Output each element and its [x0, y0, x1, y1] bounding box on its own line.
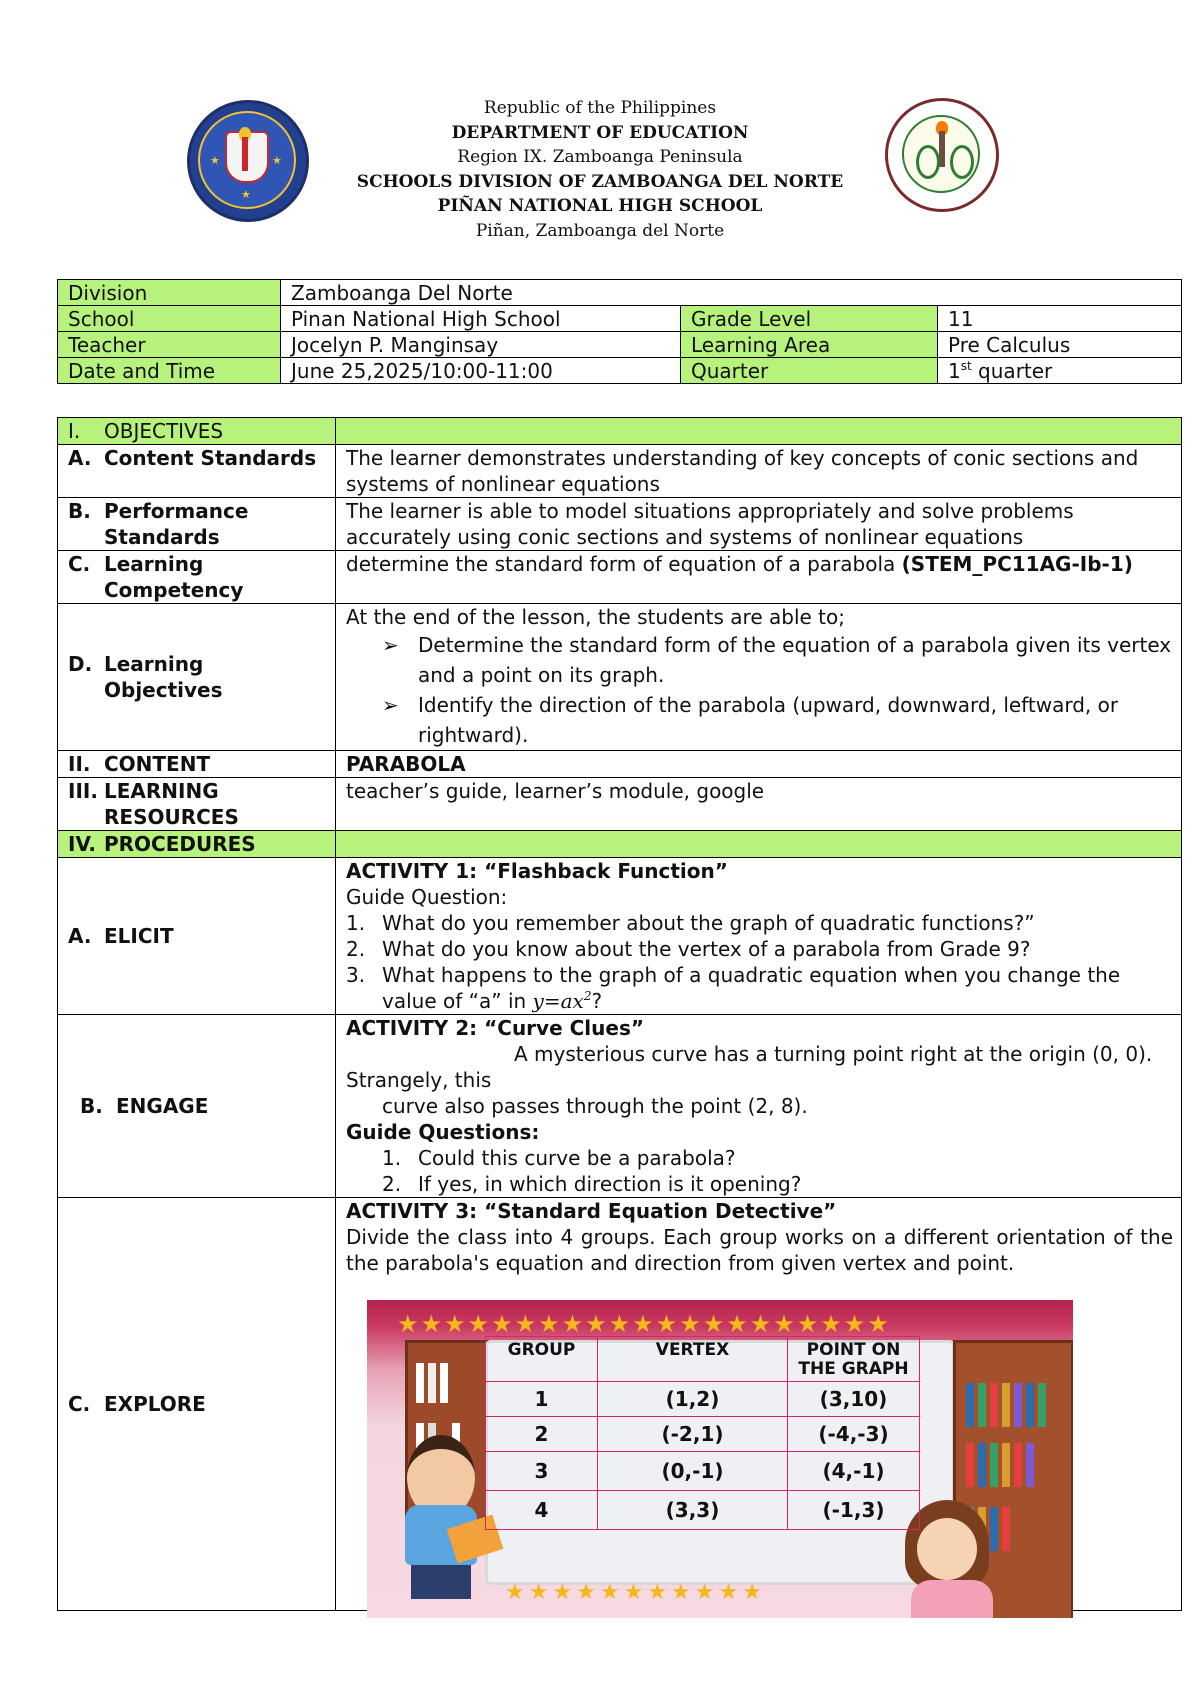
quarter-value — [938, 358, 1182, 384]
teacher-label: Teacher — [58, 332, 281, 358]
performance-standards-row — [58, 498, 1182, 551]
procedures-heading-blank — [336, 831, 1182, 858]
learning-objectives-letter: D. — [68, 652, 93, 676]
group-assignment-table — [485, 1336, 920, 1530]
header-republic: Republic of the Philippines — [483, 98, 717, 118]
item-number: 1. — [346, 911, 366, 935]
list-item — [346, 910, 1173, 936]
item-number: 3. — [346, 963, 366, 987]
performance-standards-letter: B. — [68, 499, 91, 523]
engage-guide-label: Guide Questions: — [346, 1120, 540, 1144]
quarter-number: 1 — [948, 358, 961, 383]
objective-text: Determine the standard form of the equation of a parabola given its vertex and a point on its graph. — [418, 633, 1172, 687]
date-time-label: Date and Time — [58, 358, 281, 384]
learning-competency-letter: C. — [68, 552, 91, 576]
table-row — [486, 1417, 920, 1452]
point-cell: (-4,-3) — [788, 1417, 920, 1452]
objectives-num: I. — [68, 419, 81, 443]
grade-level-value: 11 — [938, 306, 1182, 332]
question-text: What happens to the graph of a quadratic equation when you change the value of “a” in — [382, 963, 1121, 1013]
header-region: Region IX. Zamboanga Peninsula — [457, 147, 743, 167]
performance-standards-text: The learner is able to model situations appropriately and solve problems accurately using conic sections and systems of nonlinear equations — [336, 498, 1182, 551]
performance-standards-label: Performance Standards — [104, 499, 249, 549]
deped-seal-logo: ★ ★ ★ — [187, 100, 309, 222]
vertex-cell: (0,-1) — [598, 1452, 788, 1491]
vertex-cell: (-2,1) — [598, 1417, 788, 1452]
list-item — [346, 1171, 1173, 1197]
list-item — [346, 962, 1173, 1014]
quarter-label: Quarter — [681, 358, 938, 384]
item-number: 2. — [346, 937, 366, 961]
learning-area-label: Learning Area — [681, 332, 938, 358]
resources-row — [58, 778, 1182, 831]
point-cell: (-1,3) — [788, 1491, 920, 1530]
procedures-num: IV. — [68, 832, 96, 856]
explore-activity-title: ACTIVITY 3: “Standard Equation Detective” — [346, 1199, 837, 1223]
question-end: ? — [591, 989, 603, 1013]
header-department: DEPARTMENT OF EDUCATION — [451, 122, 749, 143]
point-cell: (3,10) — [788, 1382, 920, 1417]
quarter-suffix: quarter — [971, 358, 1053, 383]
group-cell: 4 — [486, 1491, 598, 1530]
table-header-row — [486, 1337, 920, 1382]
table-row — [58, 332, 1182, 358]
content-standards-letter: A. — [68, 446, 92, 470]
table-row — [486, 1382, 920, 1417]
engage-letter: B. — [80, 1094, 103, 1118]
table-row — [58, 358, 1182, 384]
list-item — [346, 690, 1173, 750]
content-row — [58, 751, 1182, 778]
school-seal-logo — [885, 98, 999, 212]
point-cell: (4,-1) — [788, 1452, 920, 1491]
group-cell: 2 — [486, 1417, 598, 1452]
content-standards-text: The learner demonstrates understanding of key concepts of conic sections and systems of nonlinear equations — [336, 445, 1182, 498]
objectives-heading-blank — [336, 418, 1182, 445]
engage-activity-title: ACTIVITY 2: “Curve Clues” — [346, 1016, 644, 1040]
resources-label: LEARNING RESOURCES — [104, 779, 239, 829]
content-standards-row — [58, 445, 1182, 498]
engage-label: ENGAGE — [116, 1094, 209, 1118]
teacher-value: Jocelyn P. Manginsay — [281, 332, 681, 358]
list-item — [346, 936, 1173, 962]
group-cell: 1 — [486, 1382, 598, 1417]
list-item — [346, 630, 1173, 690]
school-value: Pinan National High School — [281, 306, 681, 332]
table-row — [58, 306, 1182, 332]
learning-objectives-intro: At the end of the lesson, the students are able to; — [346, 605, 845, 629]
procedures-heading-row — [58, 831, 1182, 858]
resources-num: III. — [68, 779, 98, 803]
content-value: PARABOLA — [336, 751, 1182, 778]
class-info-table — [57, 279, 1182, 384]
division-value: Zamboanga Del Norte — [281, 280, 1182, 306]
item-number: 1. — [382, 1146, 402, 1170]
elicit-label: ELICIT — [104, 924, 174, 948]
equation: y=ax — [532, 989, 584, 1013]
column-header: VERTEX — [598, 1337, 788, 1382]
school-label: School — [58, 306, 281, 332]
engage-paragraph-2: curve also passes through the point (2, 8). — [382, 1094, 808, 1118]
elicit-cell — [336, 858, 1182, 1015]
document-header — [0, 96, 1200, 256]
date-time-value: June 25,2025/10:00-11:00 — [281, 358, 681, 384]
objectives-title: OBJECTIVES — [104, 419, 224, 443]
objectives-heading — [58, 418, 336, 445]
learning-objectives-cell — [336, 604, 1182, 751]
content-standards-label: Content Standards — [104, 446, 317, 470]
quarter-ordinal: st — [960, 358, 972, 373]
resources-value: teacher’s guide, learner’s module, google — [336, 778, 1182, 831]
division-label: Division — [58, 280, 281, 306]
content-label: CONTENT — [104, 752, 211, 776]
learning-competency-label: Learning Competency — [104, 552, 244, 602]
engage-row — [58, 1015, 1182, 1198]
learning-competency-code: (STEM_PC11AG-Ib-1) — [901, 552, 1133, 576]
arrow-bullet-icon: ➢ — [382, 693, 399, 717]
objective-text: Identify the direction of the parabola (upward, downward, leftward, or rightward). — [418, 693, 1119, 747]
learning-area-value: Pre Calculus — [938, 332, 1182, 358]
explore-label: EXPLORE — [104, 1392, 206, 1416]
group-cell: 3 — [486, 1452, 598, 1491]
elicit-guide-label: Guide Question: — [346, 885, 508, 909]
learning-competency-row — [58, 551, 1182, 604]
question-text: What do you know about the vertex of a parabola from Grade 9? — [382, 937, 1031, 961]
table-row — [58, 280, 1182, 306]
header-division: SCHOOLS DIVISION OF ZAMBOANGA DEL NORTE — [356, 171, 844, 192]
engage-cell — [336, 1015, 1182, 1198]
question-text: Could this curve be a parabola? — [418, 1146, 736, 1170]
star-border-icon: ★★★★★★★★★★★★★★★★★★★★★ — [397, 1310, 891, 1338]
elicit-letter: A. — [68, 924, 92, 948]
list-item — [346, 1145, 1173, 1171]
explore-instructions: Divide the class into 4 groups. Each group works on a different orientation of the the parabola's equation and direction from given vertex and point. — [346, 1225, 1173, 1275]
learning-objectives-row — [58, 604, 1182, 751]
vertex-cell: (1,2) — [598, 1382, 788, 1417]
learning-competency-text — [336, 551, 1182, 604]
learning-objectives-label: Learning Objectives — [104, 652, 223, 702]
boy-reading-illustration — [387, 1435, 497, 1615]
equation-exponent: 2 — [583, 989, 592, 1003]
learning-competency-desc: determine the standard form of equation of a parabola — [346, 552, 902, 576]
content-num: II. — [68, 752, 91, 776]
vertex-cell: (3,3) — [598, 1491, 788, 1530]
table-row — [486, 1491, 920, 1530]
objectives-heading-row — [58, 418, 1182, 445]
column-header: POINT ON THE GRAPH — [788, 1337, 920, 1382]
elicit-activity-title: ACTIVITY 1: “Flashback Function” — [346, 859, 728, 883]
header-address: Piñan, Zamboanga del Norte — [475, 220, 725, 241]
arrow-bullet-icon: ➢ — [382, 633, 399, 657]
question-text: What do you remember about the graph of quadratic functions?” — [382, 911, 1035, 935]
header-text-block — [0, 96, 1200, 243]
star-border-icon: ★★★★★★★★★★★ — [505, 1580, 766, 1605]
engage-paragraph-1: A mysterious curve has a turning point right at the origin (0, 0). Strangely, this — [346, 1042, 1153, 1092]
procedures-label: PROCEDURES — [104, 832, 256, 856]
column-header: GROUP — [486, 1337, 598, 1382]
table-row — [486, 1452, 920, 1491]
header-school: PIÑAN NATIONAL HIGH SCHOOL — [437, 196, 763, 216]
grade-level-label: Grade Level — [681, 306, 938, 332]
elicit-row — [58, 858, 1182, 1015]
explore-letter: C. — [68, 1392, 91, 1416]
question-text: If yes, in which direction is it opening? — [418, 1172, 802, 1196]
item-number: 2. — [382, 1172, 402, 1196]
